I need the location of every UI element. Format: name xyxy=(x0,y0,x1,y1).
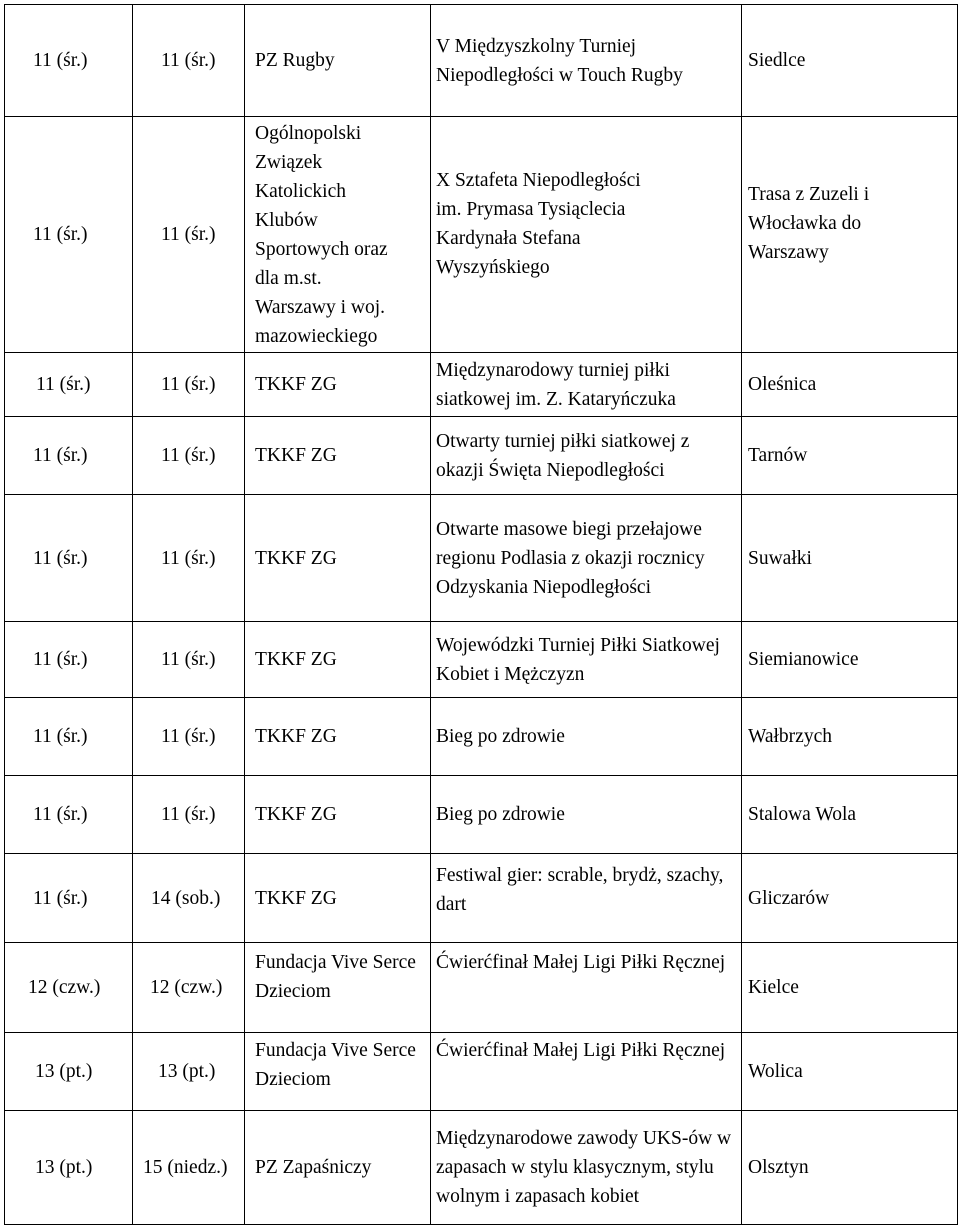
end-date-cell: 14 (sob.) xyxy=(133,854,245,943)
table-row xyxy=(5,353,958,417)
schedule-table xyxy=(4,4,958,1225)
organizer-text: Ogólnopolski Związek Katolickich Klubów Sportowych oraz dla m.st. Warszawy i woj. mazowieckiego xyxy=(255,122,388,347)
event-cell: Ćwierćfinał Małej Ligi Piłki Ręcznej xyxy=(431,1033,742,1111)
place-text: Trasa z Zuzeli i Włocławka do Warszawy xyxy=(748,184,870,263)
schedule-body xyxy=(5,5,958,1225)
organizer-cell: Fundacja Vive Serce Dzieciom xyxy=(245,1033,431,1111)
start-date-cell: 11 (śr.) xyxy=(5,495,133,622)
event-text: Międzynarodowe zawody UKS-ów w zapasach w stylu klasycznym, stylu wolnym i zapasach kobiet xyxy=(436,1128,732,1207)
end-date-cell: 11 (śr.) xyxy=(133,417,245,495)
organizer-cell: TKKF ZG xyxy=(245,698,431,776)
organizer-cell xyxy=(245,117,431,353)
table-row xyxy=(5,854,958,943)
organizer-cell: TKKF ZG xyxy=(245,776,431,854)
event-cell: Ćwierćfinał Małej Ligi Piłki Ręcznej xyxy=(431,943,742,1033)
event-cell: Otwarty turniej piłki siatkowej z okazji Święta Niepodległości xyxy=(431,417,742,495)
table-row xyxy=(5,622,958,698)
end-date-cell: 11 (śr.) xyxy=(133,622,245,698)
place-cell: Olsztyn xyxy=(742,1111,958,1225)
table-row xyxy=(5,1033,958,1111)
place-cell: Siedlce xyxy=(742,5,958,117)
place-cell: Stalowa Wola xyxy=(742,776,958,854)
organizer-cell: PZ Zapaśniczy xyxy=(245,1111,431,1225)
start-date-cell: 12 (czw.) xyxy=(5,943,133,1033)
organizer-cell: TKKF ZG xyxy=(245,854,431,943)
place-cell: Kielce xyxy=(742,943,958,1033)
organizer-cell: TKKF ZG xyxy=(245,622,431,698)
end-date-cell: 11 (śr.) xyxy=(133,117,245,353)
end-date-cell: 11 (śr.) xyxy=(133,353,245,417)
end-date-cell: 12 (czw.) xyxy=(133,943,245,1033)
start-date-cell: 13 (pt.) xyxy=(5,1033,133,1111)
end-date-cell: 15 (niedz.) xyxy=(133,1111,245,1225)
event-text: X Sztafeta Niepodległości im. Prymasa Tysiąclecia Kardynała Stefana Wyszyńskiego xyxy=(436,170,641,278)
end-date-cell: 13 (pt.) xyxy=(133,1033,245,1111)
event-cell: Wojewódzki Turniej Piłki Siatkowej Kobiet i Mężczyzn xyxy=(431,622,742,698)
place-cell: Tarnów xyxy=(742,417,958,495)
table-row xyxy=(5,117,958,353)
start-date-cell: 11 (śr.) xyxy=(5,117,133,353)
start-date-cell: 11 (śr.) xyxy=(5,622,133,698)
place-cell: Wolica xyxy=(742,1033,958,1111)
table-row xyxy=(5,5,958,117)
place-cell: Gliczarów xyxy=(742,854,958,943)
organizer-cell: TKKF ZG xyxy=(245,417,431,495)
table-row xyxy=(5,417,958,495)
event-cell: Bieg po zdrowie xyxy=(431,698,742,776)
event-cell: Międzynarodowy turniej piłki siatkowej im. Z. Kataryńczuka xyxy=(431,353,742,417)
event-cell: Otwarte masowe biegi przełajowe regionu Podlasia z okazji rocznicy Odzyskania Niepodległości xyxy=(431,495,742,622)
event-cell xyxy=(431,1111,742,1225)
place-cell xyxy=(742,117,958,353)
table-row xyxy=(5,698,958,776)
end-date-cell: 11 (śr.) xyxy=(133,698,245,776)
start-date-cell: 11 (śr.) xyxy=(5,5,133,117)
start-date-cell: 11 (śr.) xyxy=(5,854,133,943)
place-cell: Wałbrzych xyxy=(742,698,958,776)
start-date-cell: 11 (śr.) xyxy=(5,353,133,417)
place-cell: Siemianowice xyxy=(742,622,958,698)
organizer-cell: TKKF ZG xyxy=(245,495,431,622)
event-cell xyxy=(431,117,742,353)
table-row xyxy=(5,1111,958,1225)
start-date-cell: 13 (pt.) xyxy=(5,1111,133,1225)
end-date-cell: 11 (śr.) xyxy=(133,776,245,854)
place-cell: Suwałki xyxy=(742,495,958,622)
start-date-cell: 11 (śr.) xyxy=(5,776,133,854)
organizer-cell: Fundacja Vive Serce Dzieciom xyxy=(245,943,431,1033)
event-cell: Festiwal gier: scrable, brydż, szachy, dart xyxy=(431,854,742,943)
place-cell: Oleśnica xyxy=(742,353,958,417)
event-cell: Bieg po zdrowie xyxy=(431,776,742,854)
organizer-cell: TKKF ZG xyxy=(245,353,431,417)
end-date-cell: 11 (śr.) xyxy=(133,5,245,117)
event-cell: V Międzyszkolny Turniej Niepodległości w Touch Rugby xyxy=(431,5,742,117)
end-date-cell: 11 (śr.) xyxy=(133,495,245,622)
table-row xyxy=(5,943,958,1033)
table-row xyxy=(5,495,958,622)
start-date-cell: 11 (śr.) xyxy=(5,417,133,495)
organizer-cell: PZ Rugby xyxy=(245,5,431,117)
table-row xyxy=(5,776,958,854)
start-date-cell: 11 (śr.) xyxy=(5,698,133,776)
